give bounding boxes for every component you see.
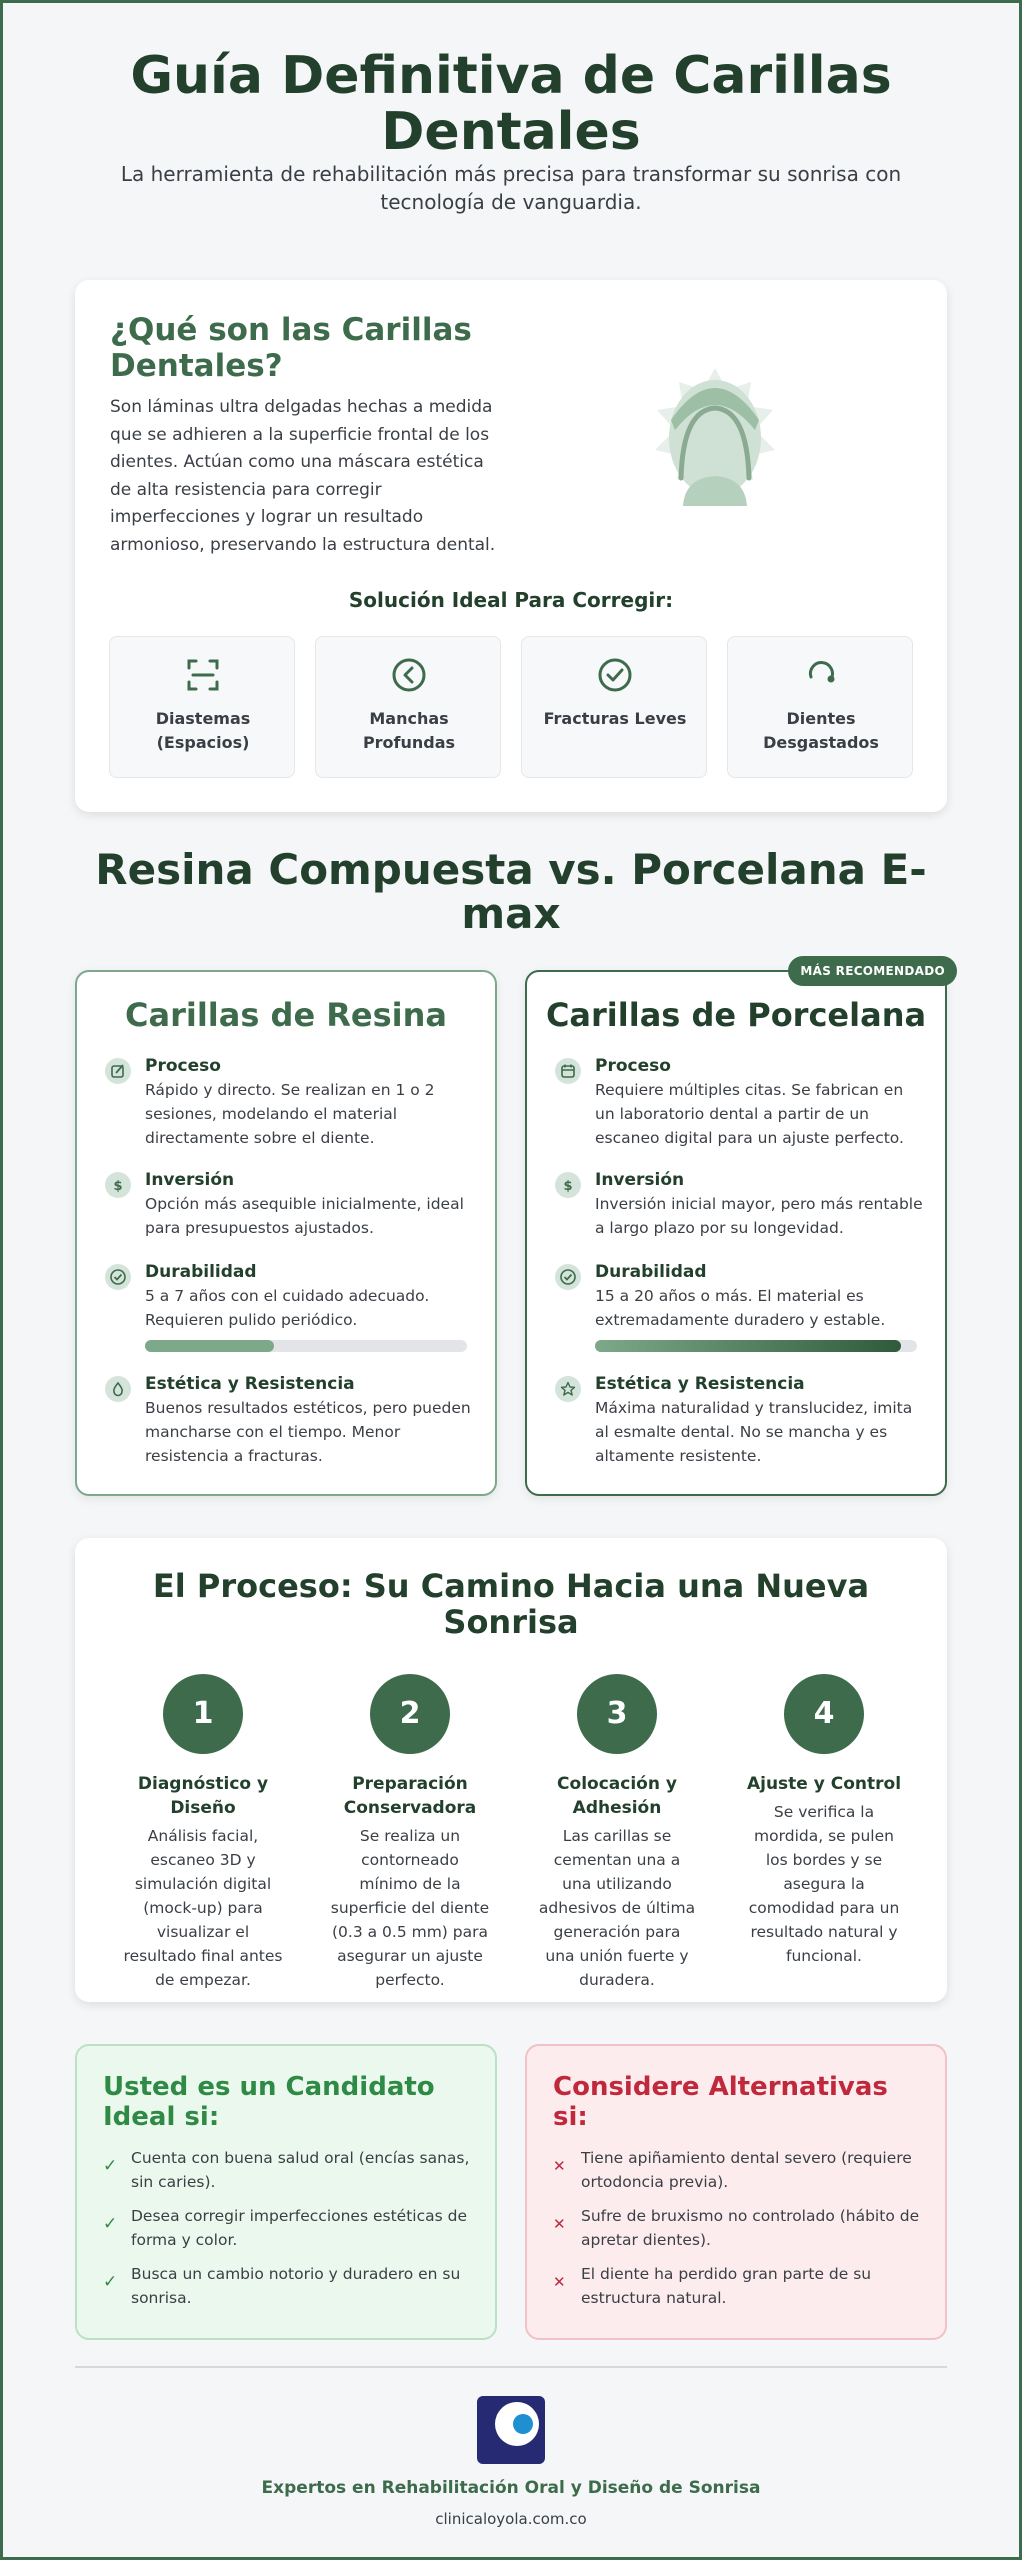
- check-badge-icon: [105, 1264, 131, 1290]
- svg-text:$: $: [113, 1179, 123, 1194]
- candidate-title: Usted es un Candidato Ideal si:: [103, 2072, 435, 2132]
- page-title: Guía Definitiva de Carillas Dentales: [130, 46, 892, 162]
- fix-tile-diastemas: [109, 636, 295, 778]
- drop-icon: [105, 1376, 131, 1402]
- porcelain-row-title: Proceso: [595, 1056, 671, 1076]
- step-text: Las carillas se cementan una a una utilizando adhesivos de última generación para una unión fuerte y duradera.: [538, 1827, 696, 1989]
- porcelain-row-title: Estética y Resistencia: [595, 1374, 805, 1394]
- fix-tile-fracturas: [521, 636, 707, 778]
- check-badge-icon: [555, 1264, 581, 1290]
- clinic-logo: [477, 2396, 545, 2464]
- step-title: Diagnóstico y Diseño: [137, 1774, 269, 1818]
- porcelain-card: [525, 964, 947, 1496]
- process-card: [75, 1538, 947, 2002]
- porcelain-title: Carillas de Porcelana: [545, 996, 927, 1034]
- step-text: Análisis facial, escaneo 3D y simulación digital (mock-up) para visualizar el resultado final antes de empezar.: [123, 1827, 283, 1989]
- rotate-icon: [803, 657, 839, 693]
- resin-row-title: Inversión: [145, 1170, 235, 1190]
- ideal-heading: Solución Ideal Para Corregir:: [348, 588, 674, 612]
- resin-row-text: Opción más asequible inicialmente, ideal para presupuestos ajustados.: [145, 1195, 464, 1237]
- cross-icon: ✕: [553, 2157, 566, 2175]
- expand-corners-icon: [185, 657, 221, 693]
- what-title: ¿Qué son las Carillas Dentales?: [110, 312, 472, 384]
- step-title: Colocación y Adhesión: [557, 1774, 677, 1818]
- cross-icon: ✕: [553, 2273, 566, 2291]
- check-icon: ✓: [103, 2272, 118, 2292]
- dollar-icon: [555, 1172, 581, 1198]
- step-title: Ajuste y Control: [746, 1774, 902, 1794]
- step-number: 4: [784, 1674, 864, 1754]
- check-circle-icon: [597, 657, 633, 693]
- fix-tile-manchas: [315, 636, 501, 778]
- porcelain-row-title: Inversión: [595, 1170, 685, 1190]
- resin-row-text: Buenos resultados estéticos, pero pueden mancharse con el tiempo. Menor resistencia a fracturas.: [145, 1399, 471, 1465]
- step-number: 2: [370, 1674, 450, 1754]
- resin-title: Carillas de Resina: [124, 996, 448, 1034]
- resin-row-text: 5 a 7 años con el cuidado adecuado. Requieren pulido periódico.: [145, 1287, 430, 1329]
- porcelain-row-text: Inversión inicial mayor, pero más rentable a largo plazo por su longevidad.: [595, 1195, 923, 1237]
- resin-row-text: Rápido y directo. Se realizan en 1 o 2 sesiones, modelando el material directamente sobre el diente.: [145, 1081, 435, 1147]
- candidate-text: Cuenta con buena salud oral (encías sanas, sin caries).: [131, 2149, 470, 2191]
- page-subtitle: La herramienta de rehabilitación más precisa para transformar su sonrisa con tecnología de vanguardia.: [120, 162, 902, 214]
- fix-tile-desgastados: [727, 636, 913, 778]
- durability-bar: [595, 1340, 917, 1352]
- porcelain-row-title: Durabilidad: [595, 1262, 707, 1282]
- edit-icon: [105, 1058, 131, 1084]
- resin-row-title: Proceso: [145, 1056, 221, 1076]
- recommended-badge: MÁS RECOMENDADO: [788, 956, 957, 986]
- fix-label: Fracturas Leves: [543, 709, 687, 728]
- step-number: 3: [577, 1674, 657, 1754]
- svg-text:$: $: [563, 1179, 573, 1194]
- alternative-text: El diente ha perdido gran parte de su estructura natural.: [581, 2265, 872, 2307]
- what-description: Son láminas ultra delgadas hechas a medida que se adhieren a la superficie frontal de los dientes. Actúan como una máscara estética de alta resistencia para corregir imperfecciones y lograr un resultado armonioso, preservando la estructura dental.: [110, 397, 496, 555]
- step-title: Preparación Conservadora: [343, 1774, 477, 1818]
- step-text: Se realiza un contorneado mínimo de la superficie del diente (0.3 a 0.5 mm) para asegurar un ajuste perfecto.: [330, 1827, 490, 1989]
- check-icon: ✓: [103, 2156, 118, 2176]
- check-icon: ✓: [103, 2214, 118, 2234]
- step-number: 1: [163, 1674, 243, 1754]
- durability-bar: [145, 1340, 467, 1352]
- porcelain-row-text: 15 a 20 años o más. El material es extremadamente duradero y estable.: [595, 1287, 886, 1329]
- footer-url[interactable]: clinicaloyola.com.co: [435, 2510, 587, 2528]
- calendar-icon: [555, 1058, 581, 1084]
- durability-bar-fill: [145, 1340, 274, 1352]
- porcelain-row-text: Máxima naturalidad y translucidez, imita al esmalte dental. No se mancha y es altamente resistente.: [595, 1399, 913, 1465]
- fix-label: Dientes Desgastados: [763, 709, 879, 752]
- resin-row-title: Estética y Resistencia: [145, 1374, 355, 1394]
- ideal-candidate-box: [75, 2044, 497, 2340]
- star-icon: [555, 1376, 581, 1402]
- alternative-text: Sufre de bruxismo no controlado (hábito de apretar dientes).: [581, 2207, 920, 2249]
- what-are-veneers-card: [75, 280, 947, 812]
- dollar-icon: [105, 1172, 131, 1198]
- comparison-title: Resina Compuesta vs. Porcelana E-max: [95, 845, 927, 938]
- process-title: El Proceso: Su Camino Hacia una Nueva Sonrisa: [152, 1567, 870, 1641]
- candidate-text: Desea corregir imperfecciones estéticas de forma y color.: [131, 2207, 467, 2249]
- footer-divider: [75, 2366, 947, 2368]
- arrow-left-circle-icon: [391, 657, 427, 693]
- step-text: Se verifica la mordida, se pulen los bordes y se asegura la comodidad para un resultado natural y funcional.: [748, 1803, 900, 1965]
- resin-row-title: Durabilidad: [145, 1262, 257, 1282]
- porcelain-row-text: Requiere múltiples citas. Se fabrican en un laboratorio dental a partir de un escaneo digital para un ajuste perfecto.: [595, 1081, 904, 1147]
- cross-icon: ✕: [553, 2215, 566, 2233]
- fix-label: Manchas Profundas: [362, 709, 456, 752]
- alternative-text: Tiene apiñamiento dental severo (requiere ortodoncia previa).: [581, 2149, 912, 2191]
- alternatives-box: [525, 2044, 947, 2340]
- footer-tagline: Expertos en Rehabilitación Oral y Diseño de Sonrisa: [261, 2478, 761, 2498]
- candidate-text: Busca un cambio notorio y duradero en su sonrisa.: [131, 2265, 461, 2307]
- durability-bar-fill: [595, 1340, 901, 1352]
- fix-label: Diastemas (Espacios): [155, 709, 251, 752]
- resin-card: [75, 970, 497, 1496]
- alternatives-title: Considere Alternativas si:: [553, 2072, 888, 2132]
- tooth-illustration: [635, 360, 795, 520]
